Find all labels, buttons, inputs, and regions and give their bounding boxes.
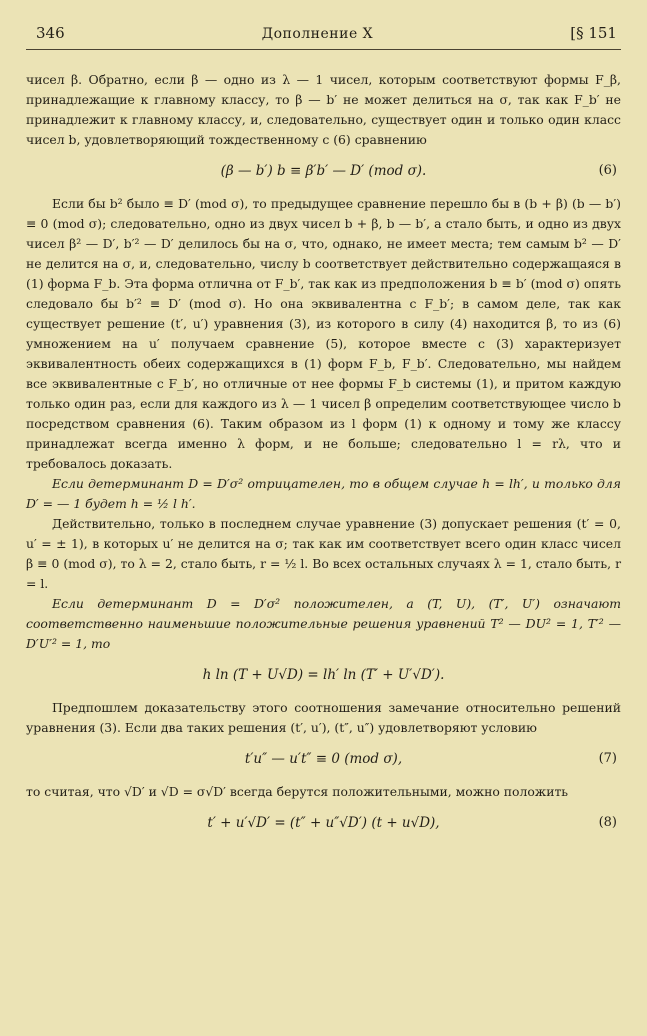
equation-number: (7): [598, 751, 617, 766]
header-rule: [26, 49, 621, 50]
equation-log: [26, 664, 621, 686]
page-number: 346: [36, 24, 65, 42]
equation-text: t′u″ — u′t″ ≡ 0 (mod σ),: [244, 751, 403, 767]
paragraph: Действительно, только в последнем случае уравнение (3) допускает решения (t′ = 0, u′ = ± 1), в которых u′ не делится на σ; так как им соответствует всего один класс чисел β ≡ 0 (mod σ), то λ = 2, стало быть, r = ½ l. Во всех остальных случаях λ = 1, стало быть, r = l.: [26, 516, 621, 591]
paragraph: Предпошлем доказательству этого соотношения замечание относительно решений уравнения (3). Если два таких решения (t′, u′), (t″, u″) удовлетворяют условию: [26, 700, 621, 735]
theorem-paragraph: Если детерминант D = D′σ² отрицателен, то в общем случае h = lh′, и только для D′ = — 1 будет h = ½ l h′.: [26, 476, 621, 511]
equation-text: t′ + u′√D′ = (t″ + u″√D′) (t + u√D),: [207, 815, 440, 831]
equation-text: h ln (T + U√D) = lh′ ln (T′ + U′√D′).: [202, 667, 445, 683]
equation-text: (β — b′) b ≡ β′b′ — D′ (mod σ).: [220, 163, 427, 179]
equation-number: (6): [598, 163, 617, 178]
page-text: [26, 70, 621, 834]
paragraph: Если бы b² было ≡ D′ (mod σ), то предыдущее сравнение перешло бы в (b + β) (b — b′) ≡ 0 (mod σ); следовательно, одно из двух чисел b + β, b — b′, а стало быть, и одно из двух чисел β² — D′, b′² — D′ делилось бы на σ, что, однако, не имеет места; тем самым b² — D′ не делится на σ, и, следовательно, числу b соответствует действительно содержащаяся в (1) форма F_b. Эта форма отлична от F_b′, так как из предположения b ≡ b′ (mod σ) опять следовало бы b′² ≡ D′ (mod σ). Но она эквивалентна с F_b′; в самом деле, так как существует решение (t′, u′) уравнения (3), из которого в силу (4) находится β, то из (6) умножением на u′ получаем сравнение (5), которое вместе с (3) характеризует эквивалентность обеих содержащихся в (1) форм F_b, F_b′. Следовательно, мы найдем все эквивалентные с F_b′, но отличные от нее формы F_b системы (1), и притом каждую только один раз, если для каждого из λ — 1 чисел β определим соответствующее число b посредством сравнения (6). Таким образом из l форм (1) к одному и тому же классу принадлежат всегда именно λ форм, и не больше; следовательно l = rλ, что и требовалось доказать.: [26, 196, 621, 471]
equation-8: [26, 812, 621, 834]
theorem-paragraph: Если детерминант D = D′σ² положителен, а (T, U), (T′, U′) означают соответственно наименьшие положительные решения уравнений T² — DU² = 1, T′² — D′U′² = 1, то: [26, 596, 621, 651]
equation-6: [26, 160, 621, 182]
equation-7: [26, 748, 621, 770]
section-marker: [§ 151: [570, 24, 617, 42]
equation-number: (8): [598, 815, 617, 830]
chapter-title: Дополнение X: [261, 26, 374, 42]
paragraph: то считая, что √D′ и √D = σ√D′ всегда берутся положительными, можно положить: [26, 784, 569, 799]
running-header: [26, 24, 621, 42]
paragraph: чисел β. Обратно, если β — одно из λ — 1 чисел, которым соответствуют формы F_β, принадлежащие к главному классу, то β — b′ не может делиться на σ, так как F_b′ не принадлежит к главному классу, и, следовательно, существует один и только один класс чисел b, удовлетворяющий тождественному с (6) сравнению: [26, 72, 621, 147]
